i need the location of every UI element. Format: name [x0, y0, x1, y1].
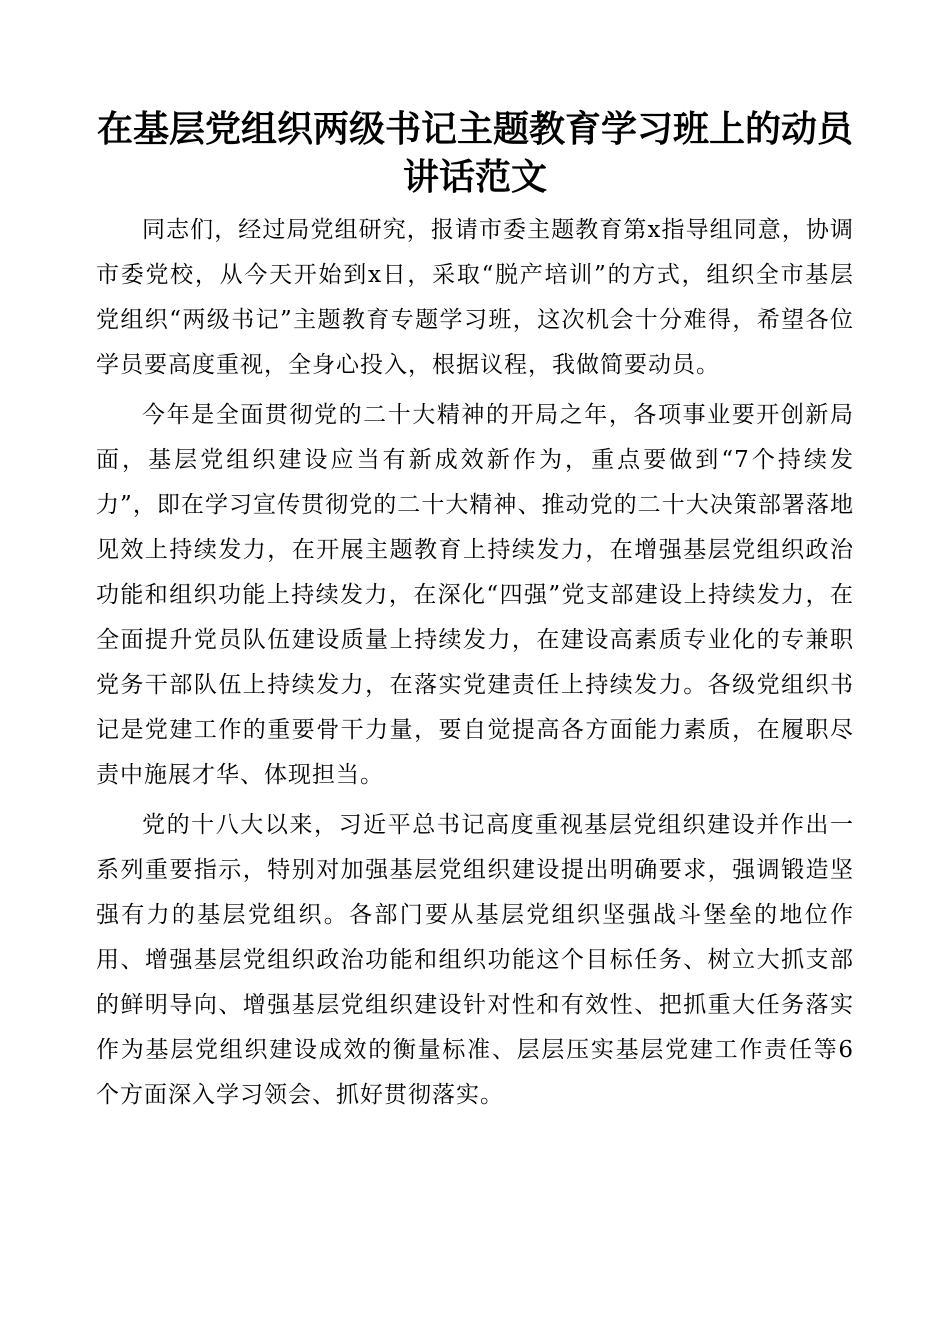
paragraph-3: 党的十八大以来，习近平总书记高度重视基层党组织建设并作出一系列重要指示，特别对加强基层党组织建设提出明确要求，强调锻造坚强有力的基层党组织。各部门要从基层党组织坚强战斗堡垒的地位作用、增强基层党组织政治功能和组织功能这个目标任务、树立大抓支部的鲜明导向、增强基层党组织建设针对性和有效性、把抓重大任务落实作为基层党组织建设成效的衡量标准、层层压实基层党建工作责任等6个方面深入学习领会、抓好贯彻落实。 — [96, 812, 854, 1108]
document-title: 在基层党组织两级书记主题教育学习班上的动员讲话范文 — [96, 109, 853, 198]
document-body — [96, 208, 854, 1123]
paragraph-1: 同志们，经过局党组研究，报请市委主题教育第x指导组同意，协调市委党校，从今天开始到x日，采取“脱产培训”的方式，组织全市基层党组织“两级书记”主题教育专题学习班，这次机会十分难得，希望各位学员要高度重视，全身心投入，根据议程，我做简要动员。 — [96, 217, 854, 378]
paragraph-2: 今年是全面贯彻党的二十大精神的开局之年，各项事业要开创新局面，基层党组织建设应当有新成效新作为，重点要做到“7个持续发力”，即在学习宣传贯彻党的二十大精神、推动党的二十大决策部署落地见效上持续发力，在开展主题教育上持续发力，在增强基层党组织政治功能和组织功能上持续发力，在深化“四强”党支部建设上持续发力，在全面提升党员队伍建设质量上持续发力，在建设高素质专业化的专兼职党务干部队伍上持续发力，在落实党建责任上持续发力。各级党组织书记是党建工作的重要骨干力量，要自觉提高各方面能力素质，在履职尽责中施展才华、体现担当。 — [96, 402, 854, 788]
